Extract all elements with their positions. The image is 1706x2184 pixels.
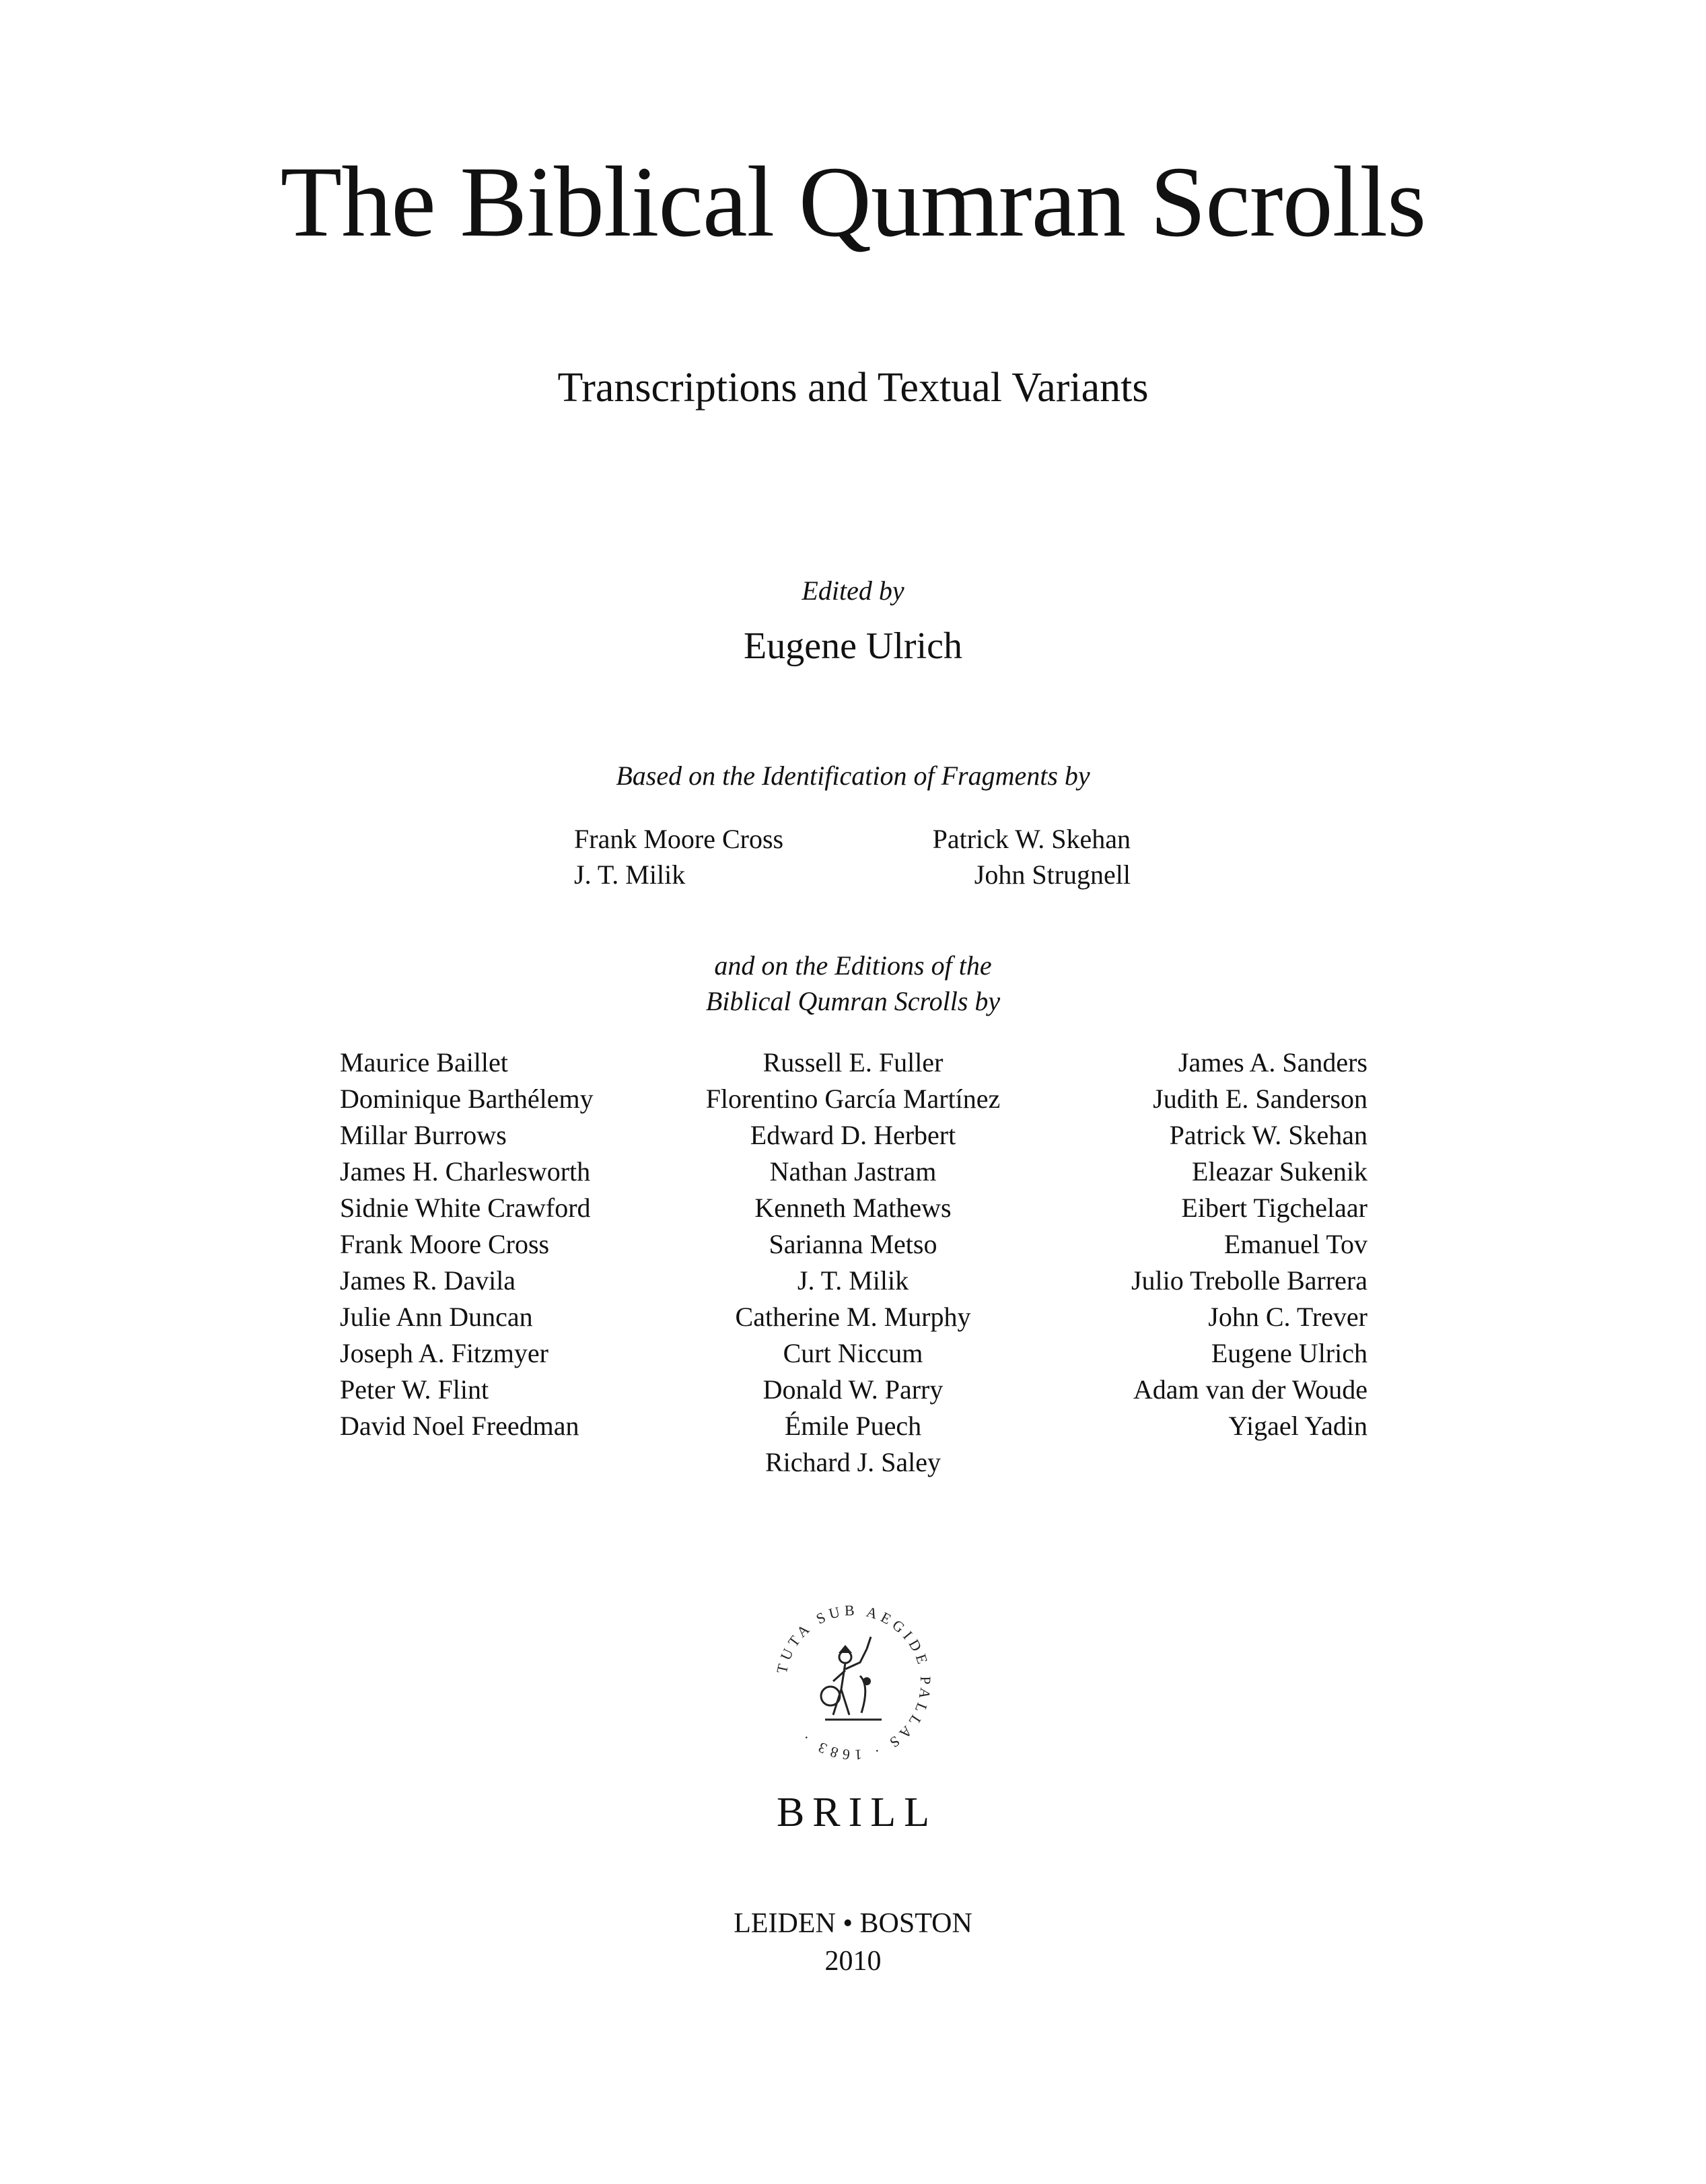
identifier-name: John Strugnell xyxy=(974,859,1131,890)
identifier-name: J. T. Milik xyxy=(574,859,686,890)
contributor-name: James A. Sanders xyxy=(1178,1047,1367,1078)
contributor-name: Émile Puech xyxy=(784,1411,922,1441)
contributor-name: Joseph A. Fitzmyer xyxy=(340,1338,548,1368)
contributor-name: James H. Charlesworth xyxy=(340,1156,591,1187)
contributor-name: Millar Burrows xyxy=(340,1120,507,1150)
book-title: The Biblical Qumran Scrolls xyxy=(280,146,1426,258)
contributor-name: Julie Ann Duncan xyxy=(340,1302,533,1332)
contributor-name: Eibert Tigchelaar xyxy=(1181,1193,1367,1223)
contributor-name: Nathan Jastram xyxy=(769,1156,937,1187)
publisher-seal-logo xyxy=(766,1595,941,1770)
contributor-name: Kenneth Mathews xyxy=(754,1193,952,1223)
contributor-name: Curt Niccum xyxy=(783,1338,923,1368)
contributor-name: Adam van der Woude xyxy=(1133,1374,1367,1405)
contributor-name: John C. Trever xyxy=(1208,1302,1367,1332)
contributor-name: J. T. Milik xyxy=(797,1265,909,1296)
contributor-name: Patrick W. Skehan xyxy=(1169,1120,1367,1150)
contributor-name: Eleazar Sukenik xyxy=(1192,1156,1367,1187)
identifier-name: Frank Moore Cross xyxy=(574,824,784,854)
identification-left-column xyxy=(574,821,783,892)
editions-label-line: Biblical Qumran Scrolls by xyxy=(705,986,1001,1016)
contributors-middle-column xyxy=(0,1045,1706,1481)
publisher-name: BRILL xyxy=(776,1790,938,1835)
contributor-name: Maurice Baillet xyxy=(340,1047,508,1078)
contributor-name: David Noel Freedman xyxy=(340,1411,579,1441)
contributor-name: Eugene Ulrich xyxy=(1211,1338,1367,1368)
identifier-name: Patrick W. Skehan xyxy=(932,824,1131,854)
contributor-name: Catherine M. Murphy xyxy=(735,1302,971,1332)
contributor-name: Edward D. Herbert xyxy=(750,1120,956,1150)
identification-label: Based on the Identification of Fragments by xyxy=(616,761,1090,791)
identification-right-column xyxy=(933,821,1131,892)
contributor-name: Dominique Barthélemy xyxy=(340,1084,594,1114)
editions-label-line: and on the Editions of the xyxy=(714,950,992,981)
publication-year: 2010 xyxy=(824,1946,882,1977)
contributor-name: Florentino García Martínez xyxy=(705,1084,1001,1114)
contributor-name: Donald W. Parry xyxy=(762,1374,944,1405)
contributor-name: Frank Moore Cross xyxy=(340,1229,550,1259)
contributor-name: Emanuel Tov xyxy=(1223,1229,1367,1259)
contributor-name: Yigael Yadin xyxy=(1228,1411,1367,1441)
contributor-name: Judith E. Sanderson xyxy=(1153,1084,1367,1114)
contributor-name: Julio Trebolle Barrera xyxy=(1131,1265,1367,1296)
editor-name: Eugene Ulrich xyxy=(744,625,962,667)
contributor-name: Sarianna Metso xyxy=(769,1229,937,1259)
svg-text:TUTA SUB AEGIDE PALLAS · 1683: TUTA SUB AEGIDE PALLAS · 1683 · xyxy=(773,1601,935,1764)
editions-label xyxy=(0,948,1706,1019)
contributor-name: Peter W. Flint xyxy=(340,1374,489,1405)
contributor-name: Sidnie White Crawford xyxy=(340,1193,591,1223)
contributor-name: Richard J. Saley xyxy=(765,1447,941,1477)
contributor-name: Russell E. Fuller xyxy=(762,1047,944,1078)
publication-place: LEIDEN • BOSTON xyxy=(734,1908,972,1939)
contributors-right-column xyxy=(1131,1045,1367,1444)
edited-by-label: Edited by xyxy=(802,575,904,606)
contributor-name: James R. Davila xyxy=(340,1265,516,1296)
book-subtitle: Transcriptions and Textual Variants xyxy=(557,365,1149,411)
